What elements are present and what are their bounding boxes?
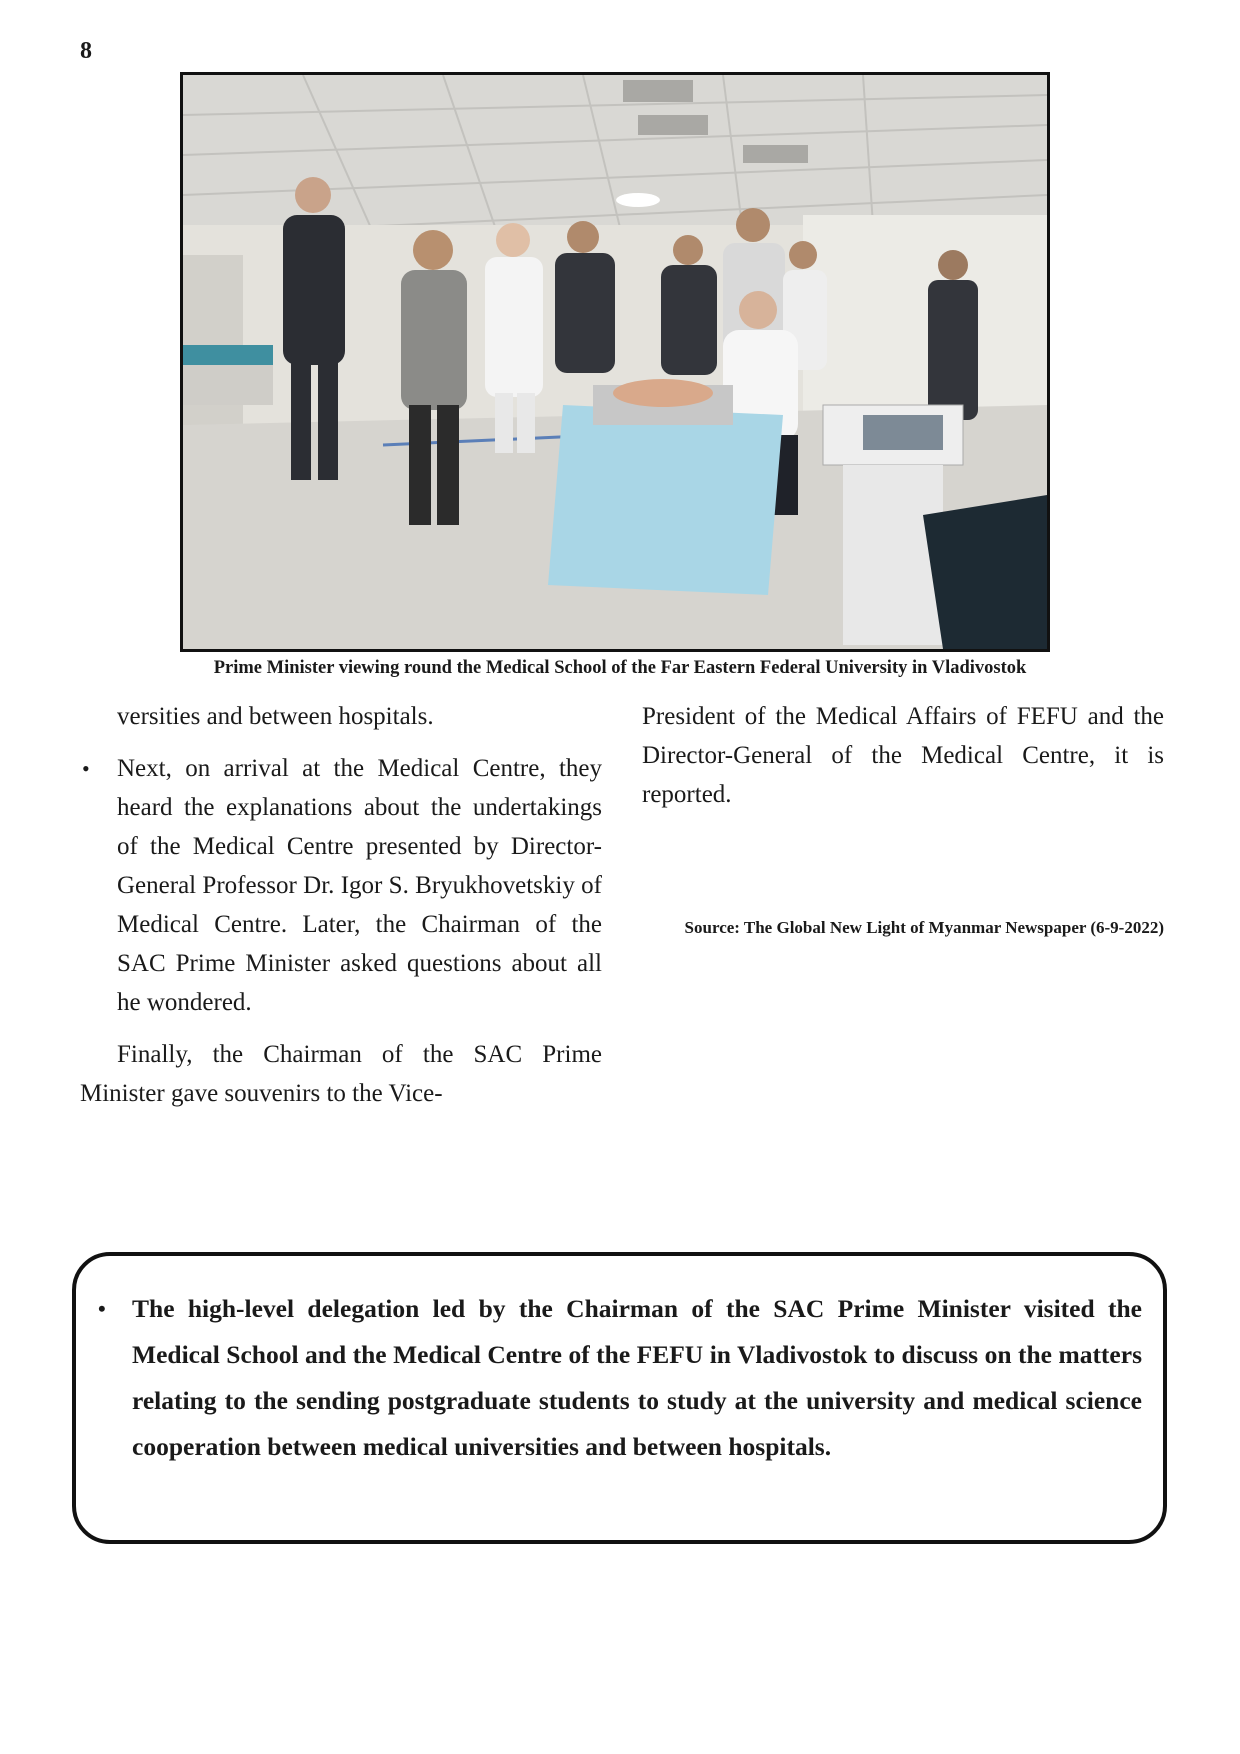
article-left-column <box>80 697 602 1126</box>
summary-box <box>72 1252 1167 1544</box>
final-paragraph-left: Finally, the Chairman of the SAC Prime Minister gave souvenirs to the Vice- <box>80 1041 602 1107</box>
source-note: Source: The Global New Light of Myanmar Newspaper (6-9-2022) <box>684 918 1164 937</box>
photo-illustration <box>183 75 1047 649</box>
continuation-paragraph: versities and between hospitals. <box>117 703 434 730</box>
article-right-column <box>642 697 1164 827</box>
final-paragraph-right: President of the Medical Affairs of FEFU and the Director-General of the Medical Centre, it is reported. <box>642 703 1164 808</box>
news-photo <box>180 72 1050 652</box>
bullet-paragraph-text: Next, on arrival at the Medical Centre, they heard the explanations about the undertakings of the Medical Centre presented by Director-General Professor Dr. Igor S. Bryukhovetskiy of Medical Centre. Later, the Chairman of the SAC Prime Minister asked questions about all he wondered. <box>117 755 602 1016</box>
bullet-paragraph <box>80 749 602 1022</box>
summary-text: The high-level delegation led by the Chairman of the SAC Prime Minister visited the Medical School and the Medical Centre of the FEFU in Vladivostok to discuss on the matters relating to the sending postgraduate students to study at the university and medical science cooperation between medical universities and between hospitals. <box>132 1294 1142 1461</box>
bullet-icon: • <box>82 756 90 781</box>
page-number: 8 <box>80 38 92 64</box>
summary-bullet-icon: • <box>98 1296 106 1321</box>
photo-caption: Prime Minister viewing round the Medical School of the Far Eastern Federal University in Vladivostok <box>213 658 1027 678</box>
